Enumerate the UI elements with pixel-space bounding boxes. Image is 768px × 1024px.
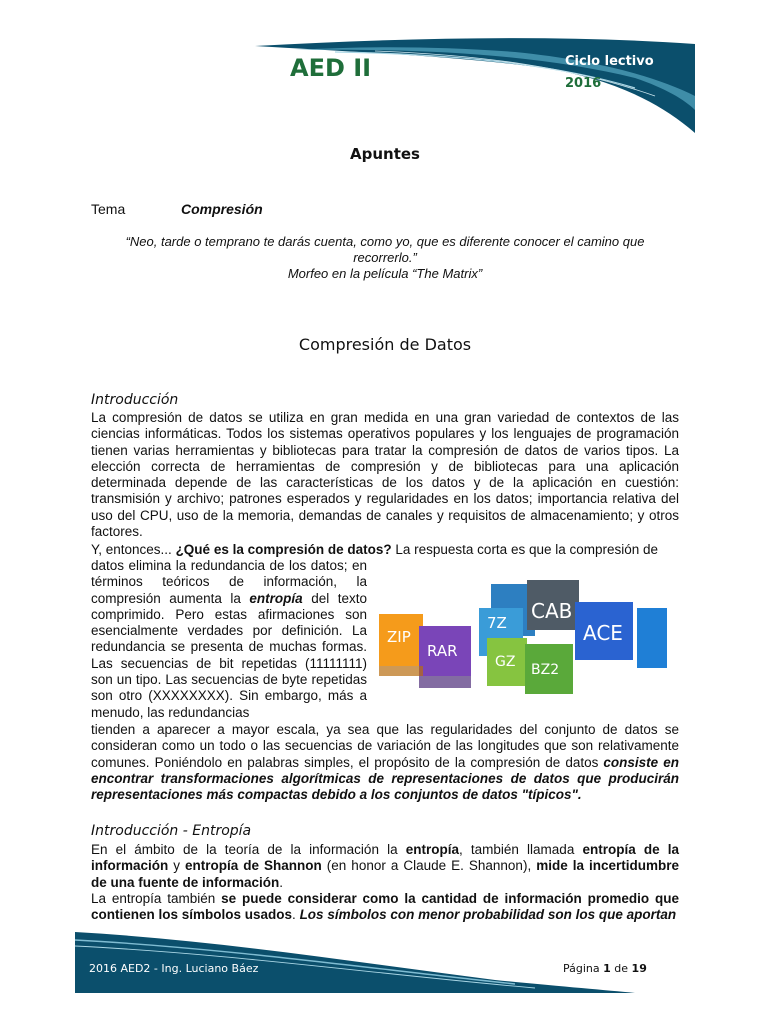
course-title: AED II xyxy=(290,54,372,82)
intro-p3-text: tienden a aparecer a mayor escala, ya sea que las regularidades del conjunto de datos se consideran como un todo o las secuencias de variación de las longitudes que son relativamente comunes. Poniéndolo en palabras simples, el propósito de la compresión de datos xyxy=(91,722,679,770)
intro-heading: Introducción xyxy=(91,392,179,408)
intro-paragraph-1: La compresión de datos se utiliza en gran medida en una gran variedad de contextos de las ciencias informáticas. Todos los sistemas operativos populares y los lenguajes de programación tienen varias herramientas y bibliotecas para tratar la compresión de datos de varios tipos. La elección correcta de herramientas de compresión y de bibliotecas para una aplicación determinada depende de las características de los datos y de la aplicación en cuestión: transmisión y archivo; patrones esperados y regularidades en los datos; importancia relativa del uso del CPU, uso de la memoria, demandas de canales y requisitos de almacenamiento; y otros factores. xyxy=(91,410,679,540)
label-cab: CAB xyxy=(531,599,573,623)
cycle-label: Ciclo lectivo xyxy=(565,54,654,69)
quote-line-2: recorrerlo.” xyxy=(353,250,417,265)
entropy-p1-e: y xyxy=(168,858,186,874)
entropy-p2-b: se puede considerar como la cantidad de información promedio que contienen los símbolos usados xyxy=(91,891,679,923)
intro-p2-start: Y, entonces... xyxy=(91,542,176,557)
quote-source: Morfeo en la película “The Matrix” xyxy=(287,266,483,281)
entropy-p1-g: (en honor a Claude E. Shannon), xyxy=(321,858,537,874)
document-page xyxy=(75,38,695,993)
cycle-year: 2016 xyxy=(565,76,602,91)
entropy-paragraph-2 xyxy=(91,891,679,924)
section-title: Compresión de Datos xyxy=(298,335,472,354)
entropy-p1-i: . xyxy=(279,874,284,890)
entropy-p2-c: . xyxy=(292,907,300,923)
page-of: de xyxy=(614,962,629,975)
entropy-heading: Introducción - Entropía xyxy=(91,823,252,839)
entropy-p1-d: entropía de la información xyxy=(91,842,680,874)
intro-paragraph-3 xyxy=(91,722,679,803)
entropy-p1-b: entropía xyxy=(405,842,459,857)
topic-value: Compresión xyxy=(181,201,263,217)
page-word: Página xyxy=(563,962,600,975)
footer-page-number xyxy=(563,962,647,975)
page-total: 19 xyxy=(631,962,647,975)
epigraph-quote xyxy=(95,234,675,282)
entropy-p1-c: , también llamada xyxy=(459,842,583,857)
label-gz: GZ xyxy=(495,654,516,670)
intro-left-column xyxy=(91,558,367,721)
entropy-paragraph-1 xyxy=(91,842,679,891)
intro-p2-rest: La respuesta corta es que la compresión de xyxy=(391,542,659,557)
intro-p3-definition: consiste en encontrar transformaciones algorítmicas de representaciones de datos que producirán representaciones más compactas debido a los conjuntos de datos "típicos". xyxy=(91,754,679,803)
page-current: 1 xyxy=(603,962,611,975)
intro-p2-question: ¿Qué es la compresión de datos? xyxy=(175,542,392,557)
quote-line-1: “Neo, tarde o temprano te darás cuenta, como yo, que es diferente conocer el camino que xyxy=(125,234,645,249)
compression-formats-illustration xyxy=(379,578,679,708)
topic-label: Tema xyxy=(91,201,126,217)
left-col-text-a: datos elimina la redundancia de los datos; en términos teóricos de información, la compresión aumenta la xyxy=(91,558,367,606)
left-col-entropy: entropía xyxy=(249,590,303,606)
label-7z: 7Z xyxy=(487,614,507,632)
entropy-p1-f: entropía de Shannon xyxy=(185,858,322,874)
label-zip: ZIP xyxy=(387,628,411,646)
entropy-p1-a: En el ámbito de la teoría de la información la xyxy=(91,842,406,857)
entropy-p1-h: mide la incertidumbre de una fuente de información xyxy=(91,858,679,890)
label-bz2: BZ2 xyxy=(531,662,560,678)
label-ace: ACE xyxy=(583,621,623,645)
intro-paragraph-2 xyxy=(91,542,679,558)
footer-wave-banner xyxy=(75,928,695,993)
left-col-text-b: del texto comprimido. Pero estas afirmaciones son esencialmente verdades por definición. La redundancia se presenta de muchas formas. Las secuencias de bit repetidas (11111111) son un tipo. Las secuencias de byte repetidas son otro (XXXXXXXX). Sin embargo, más a menudo, las redundancias xyxy=(91,590,368,720)
label-rar: RAR xyxy=(427,642,458,660)
footer-author: 2016 AED2 - Ing. Luciano Báez xyxy=(89,962,259,975)
doc-type-heading: Apuntes xyxy=(350,145,420,163)
entropy-p2-d: Los símbolos con menor probabilidad son los que aportan xyxy=(299,907,677,923)
header-wave-banner xyxy=(75,38,695,133)
entropy-p2-a: La entropía también xyxy=(91,891,222,906)
cube-back-right xyxy=(637,608,667,668)
